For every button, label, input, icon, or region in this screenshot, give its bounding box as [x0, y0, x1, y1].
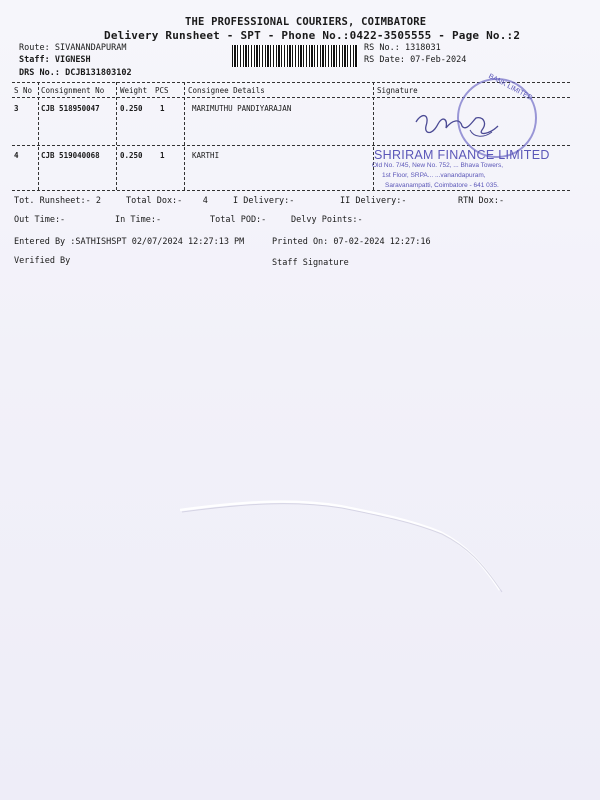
- col-header-pcs: PCS: [155, 86, 169, 95]
- barcode: [232, 45, 358, 67]
- col-header-signature: Signature: [377, 86, 418, 95]
- signature-scribble: [412, 108, 502, 142]
- table-row-pcs: 1: [160, 104, 165, 113]
- table-bottom-rule: [12, 190, 570, 191]
- entered-by: Entered By :SATHISHSPT 02/07/2024 12:27:13 PM: [14, 237, 245, 247]
- table-row-weight: 0.250: [120, 104, 143, 113]
- table-row-consignment: CJB 519040068: [41, 151, 100, 160]
- route-row: Route: SIVANANDAPURAM: [19, 43, 127, 53]
- table-row-consignment: CJB 518950047: [41, 104, 100, 113]
- total-dox-value: 4: [202, 196, 208, 206]
- seal-ring-text: BANK LIMITED: [487, 72, 534, 103]
- stamp-address-2: 1st Floor, SRPA... ...vanandapuram,: [382, 172, 486, 179]
- paper-crease: [180, 490, 510, 610]
- stamp-company: SHRIRAM FINANCE LIMITED: [374, 148, 550, 162]
- stamp-address-1: Old No. 7/45, New No. 752, ... Bhava Towers,: [372, 162, 504, 169]
- rtn-dox-label: RTN Dox:-: [458, 196, 505, 206]
- col-header-weight: Weight: [120, 86, 148, 95]
- rs-no-value: 1318031: [404, 43, 441, 53]
- table-row-sno: 3: [14, 104, 19, 113]
- col-header-consignment: Consignment No: [41, 86, 105, 95]
- total-pod-label: Total POD:-: [210, 215, 267, 225]
- staff-value: VIGNESH: [54, 55, 91, 65]
- out-time-label: Out Time:-: [14, 215, 66, 225]
- col-divider: [38, 82, 39, 190]
- printed-on: Printed On: 07-02-2024 12:27:16: [272, 237, 431, 247]
- col-header-sno: S No: [14, 86, 33, 95]
- table-row-weight: 0.250: [120, 151, 143, 160]
- company-title: THE PROFESSIONAL COURIERS, COIMBATORE: [185, 16, 427, 28]
- verified-by-label: Verified By: [14, 256, 71, 266]
- col-header-consignee: Consignee Details: [188, 86, 265, 95]
- drs-value: DCJB131803102: [65, 68, 132, 78]
- in-time-label: In Time:-: [115, 215, 162, 225]
- table-row-sno: 4: [14, 151, 19, 160]
- staff-signature-label: Staff Signature: [272, 258, 349, 268]
- delvy-points-label: Delvy Points:-: [291, 215, 363, 225]
- staff-row: Staff: VIGNESH: [19, 55, 91, 65]
- col-divider: [373, 82, 374, 190]
- col-divider: [184, 82, 185, 190]
- i-delivery-label: I Delivery:-: [233, 196, 295, 206]
- col-divider: [116, 82, 117, 190]
- table-row-consignee: MARIMUTHU PANDIYARAJAN: [192, 104, 292, 113]
- total-dox: Total Dox:- 4: [126, 196, 208, 206]
- rs-date-row: RS Date: 07-Feb-2024: [364, 55, 467, 65]
- drs-row: DRS No.: DCJB131803102: [19, 68, 132, 78]
- runsheet-subtitle: Delivery Runsheet - SPT - Phone No.:0422-3505555 - Page No.:2: [104, 29, 521, 42]
- total-runsheet-value: 2: [95, 196, 102, 206]
- table-row-consignee: KARTHI: [192, 151, 220, 160]
- ii-delivery-label: II Delivery:-: [340, 196, 407, 206]
- table-row-pcs: 1: [160, 151, 165, 160]
- rs-date-value: 07-Feb-2024: [410, 55, 467, 65]
- route-value: SIVANANDAPURAM: [54, 43, 127, 53]
- total-runsheet: Tot. Runsheet:- 2: [14, 196, 102, 206]
- stamp-address-3: Saravanampatti, Coimbatore - 641 035.: [385, 182, 499, 189]
- rs-no-row: RS No.: 1318031: [364, 43, 441, 53]
